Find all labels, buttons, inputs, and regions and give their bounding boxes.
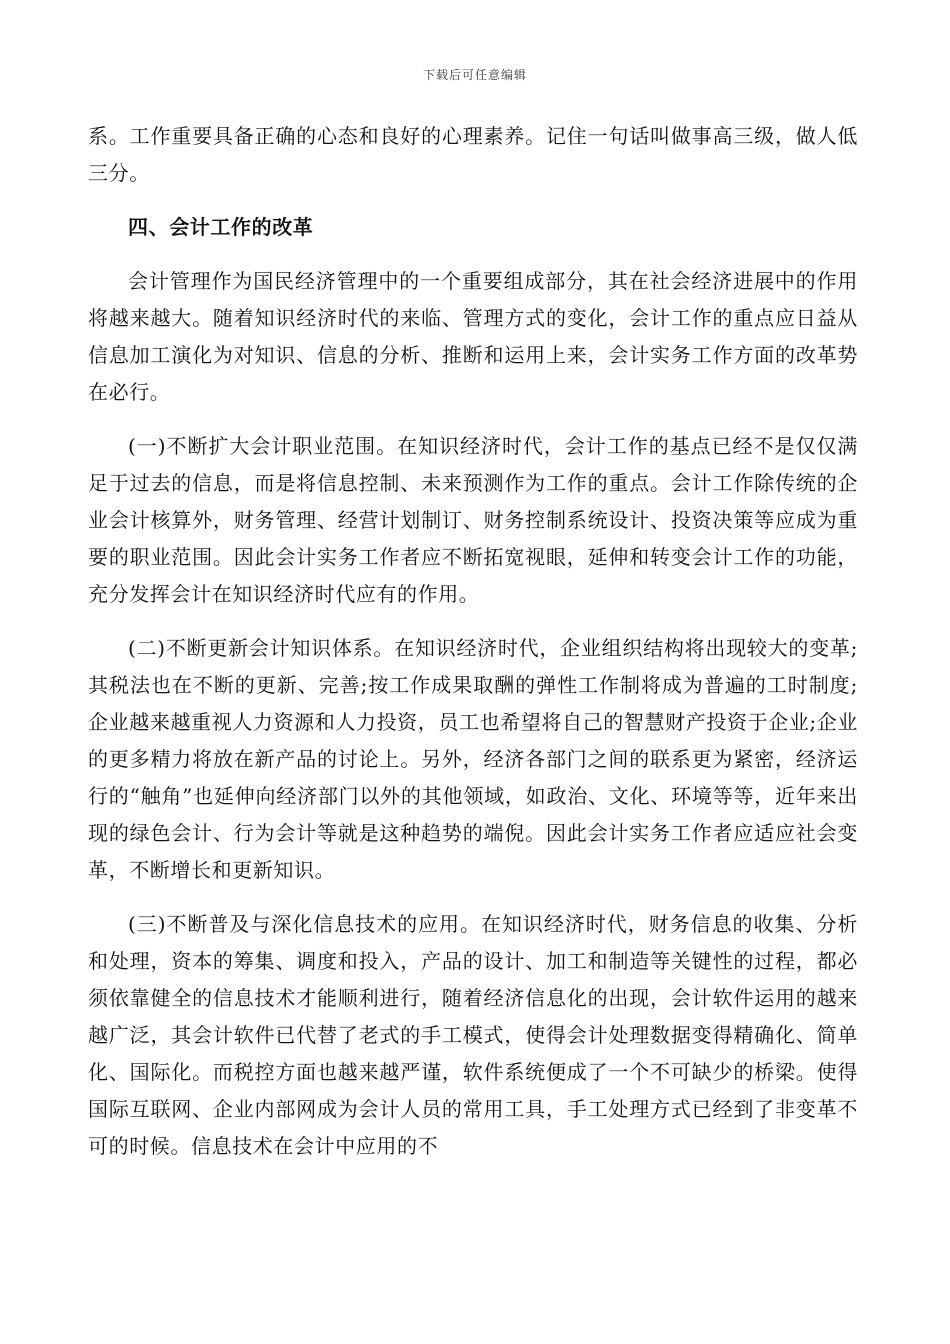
page-header: 下载后可任意编辑 [422, 68, 527, 82]
continuation-paragraph: 系。工作重要具备正确的心态和良好的心理素养。记住一句话叫做事高三级，做人低三分。 [88, 124, 858, 185]
point-1-paragraph: (一)不断扩大会计职业范围。在知识经济时代，会计工作的基点已经不是仅仅满足于过去的信息，而是将信息控制、未来预测作为工作的重点。会计工作除传统的企业会计核算外，财务管理、经营计划制订、财务控制系统设计、投资决策等应成为重要的职业范围。因此会计实务工作者应不断拓宽视眼，延伸和转变会计工作的功能，充分发挥会计在知识经济时代应有的作用。 [88, 434, 858, 606]
document-body [88, 118, 858, 1165]
point-2-paragraph: (二)不断更新会计知识体系。在知识经济时代，企业组织结构将出现较大的变革;其税法也在不断的更新、完善;按工作成果取酬的弹性工作制将成为普遍的工时制度;企业越来越重视人力资源和人力投资，员工也希望将自己的智慧财产投资于企业;企业的更多精力将放在新产品的讨论上。另外，经济各部门之间的联系更为紧密，经济运行的“触角”也延伸向经济部门以外的其他领域，如政治、文化、环境等等，近年来出现的绿色会计、行为会计等就是这种趋势的端倪。因此会计实务工作者应适应社会变革，不断增长和更新知识。 [88, 636, 858, 882]
point-3-paragraph: (三)不断普及与深化信息技术的应用。在知识经济时代，财务信息的收集、分析和处理，资本的筹集、调度和投入，产品的设计、加工和制造等关键性的过程，都必须依靠健全的信息技术才能顺利进行，随着经济信息化的出现，会计软件运用的越来越广泛，其会计软件已代替了老式的手工模式，使得会计处理数据变得精确化、简单化、国际化。而税控方面也越来越严谨，软件系统便成了一个不可缺少的桥梁。使得国际互联网、企业内部网成为会计人员的常用工具，手工处理方式已经到了非变革不可的时候。信息技术在会计中应用的不 [88, 912, 858, 1158]
section-heading: 四、会计工作的改革 [128, 215, 314, 239]
intro-paragraph: 会计管理作为国民经济管理中的一个重要组成部分，其在社会经济进展中的作用将越来越大。随着知识经济时代的来临、管理方式的变化，会计工作的重点应日益从信息加工演化为对知识、信息的分析、推断和运用上来，会计实务工作方面的改革势在必行。 [88, 269, 858, 404]
